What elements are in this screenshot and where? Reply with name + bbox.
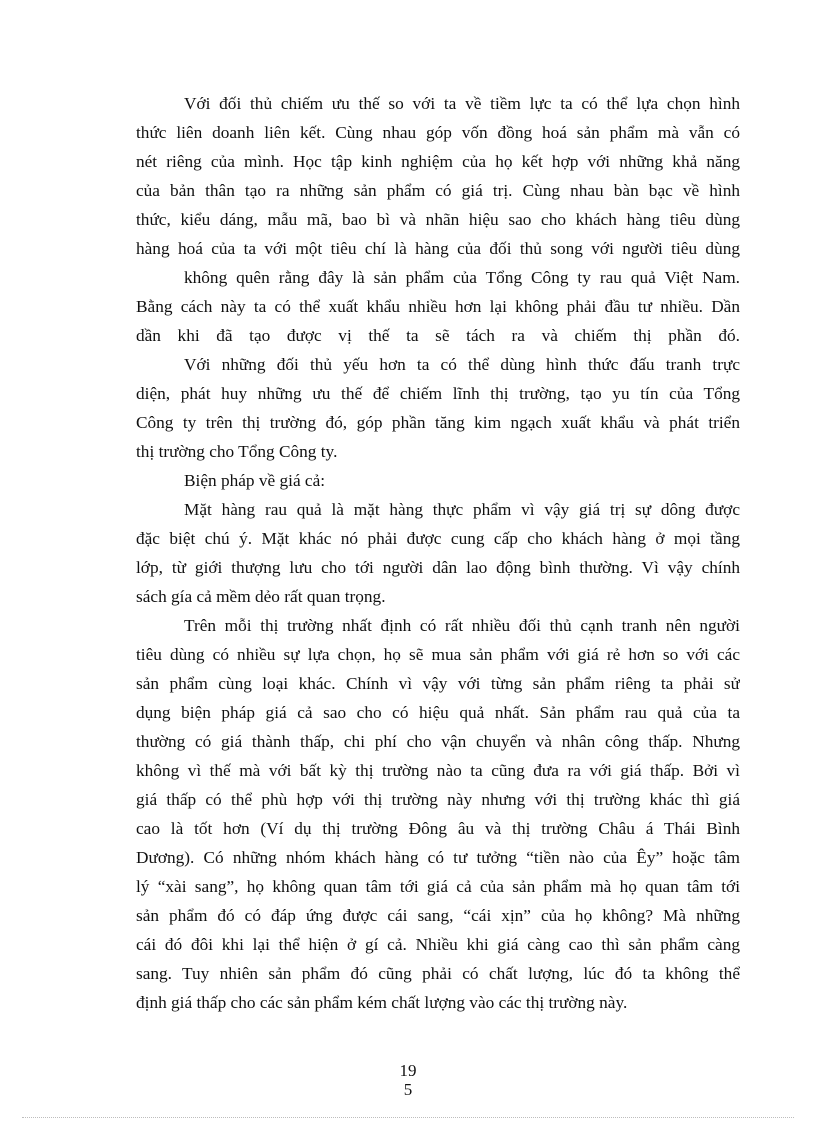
footer-dotted-rule	[22, 1117, 794, 1118]
text-line: Với đối thủ chiếm ưu thế so với ta về tiềm lực ta có thể lựa chọn hình	[184, 94, 740, 113]
text-line: lớp, từ giới thượng lưu cho tới người dân lao động bình thường. Vì vậy chính	[136, 558, 740, 577]
text-line: lý “xài sang”, họ không quan tâm tới giá cả của sản phẩm mà họ quan tâm tới	[136, 877, 740, 896]
text-line: Bằng cách này ta có thể xuất khẩu nhiều hơn lại không phải đầu tư nhiều. Dần	[136, 297, 740, 316]
text-line: sang. Tuy nhiên sản phẩm đó cũng phải có chất lượng, lúc đó ta không thể	[136, 964, 740, 983]
text-line: không vì thế mà với bất kỳ thị trường nào ta cũng đưa ra với giá thấp. Bởi vì	[136, 761, 740, 780]
text-line: Biện pháp về giá cả:	[184, 471, 326, 490]
text-line: sản phẩm cùng loại khác. Chính vì vậy với từng sản phẩm riêng ta phải sử	[136, 674, 740, 693]
text-line: hàng hoá của ta với một tiêu chí là hàng của đối thủ song với người tiêu dùng	[136, 239, 740, 258]
text-line: Trên mỗi thị trường nhất định có rất nhiều đối thủ cạnh tranh nên người	[184, 616, 740, 635]
text-line: Với những đối thủ yếu hơn ta có thể dùng hình thức đấu tranh trực	[184, 355, 740, 374]
page-number-secondary: 5	[403, 1080, 413, 1099]
text-line: dụng biện pháp giá cả sao cho có hiệu quả nhất. Sản phẩm rau quả của ta	[136, 703, 740, 722]
text-line: cao là tốt hơn (Ví dụ thị trường Đông âu và thị trường Châu á Thái Bình	[136, 819, 740, 838]
text-line: diện, phát huy những ưu thế để chiếm lĩnh thị trường, tạo yu tín của Tổng	[136, 384, 740, 403]
text-line: định giá thấp cho các sản phẩm kém chất lượng vào các thị trường này.	[136, 993, 628, 1012]
page-number: 19	[399, 1061, 417, 1080]
text-line: Dương). Có những nhóm khách hàng có tư tưởng “tiền nào của Êy” hoặc tâm	[136, 848, 740, 867]
text-line: sách gía cả mềm dẻo rất quan trọng.	[136, 587, 386, 606]
text-line: không quên rằng đây là sản phẩm của Tổng Công ty rau quả Việt Nam.	[184, 268, 740, 287]
text-line: cái đó đôi khi lại thể hiện ở gí cả. Nhiều khi giá càng cao thì sản phẩm càng	[136, 935, 740, 954]
text-line: thức liên doanh liên kết. Cùng nhau góp vốn đồng hoá sản phẩm mà vẫn có	[136, 123, 740, 142]
text-line: sản phẩm đó có đáp ứng được cái sang, “cái xịn” của họ không? Mà những	[136, 906, 740, 925]
text-line: đặc biệt chú ý. Mặt khác nó phải được cung cấp cho khách hàng ở mọi tầng	[136, 529, 740, 548]
text-line: tiêu dùng có nhiều sự lựa chọn, họ sẽ mua sản phẩm với giá rẻ hơn so với các	[136, 645, 740, 664]
text-line: thức, kiểu dáng, mẫu mã, bao bì và nhãn hiệu sao cho khách hàng tiêu dùng	[136, 210, 740, 229]
text-line: thị trường cho Tổng Công ty.	[136, 442, 338, 461]
text-line: của bản thân tạo ra những sản phẩm có giá trị. Cùng nhau bàn bạc về hình	[136, 181, 740, 200]
body-text	[136, 89, 740, 1017]
text-line: Công ty trên thị trường đó, góp phần tăng kim ngạch xuất khẩu và phát triển	[136, 413, 740, 432]
text-line: giá thấp có thể phù hợp với thị trường này nhưng với thị trường khác thì giá	[136, 790, 740, 809]
text-line: thường có giá thành thấp, chi phí cho vận chuyển và nhân công thấp. Nhưng	[136, 732, 740, 751]
text-line: nét riêng của mình. Học tập kinh nghiệm của họ kết hợp với những khả năng	[136, 152, 740, 171]
text-line: dần khi đã tạo được vị thế ta sẽ tách ra và chiếm thị phần đó.	[136, 326, 740, 345]
text-line: Mặt hàng rau quả là mặt hàng thực phẩm vì vậy giá trị sự dông được	[184, 500, 740, 519]
